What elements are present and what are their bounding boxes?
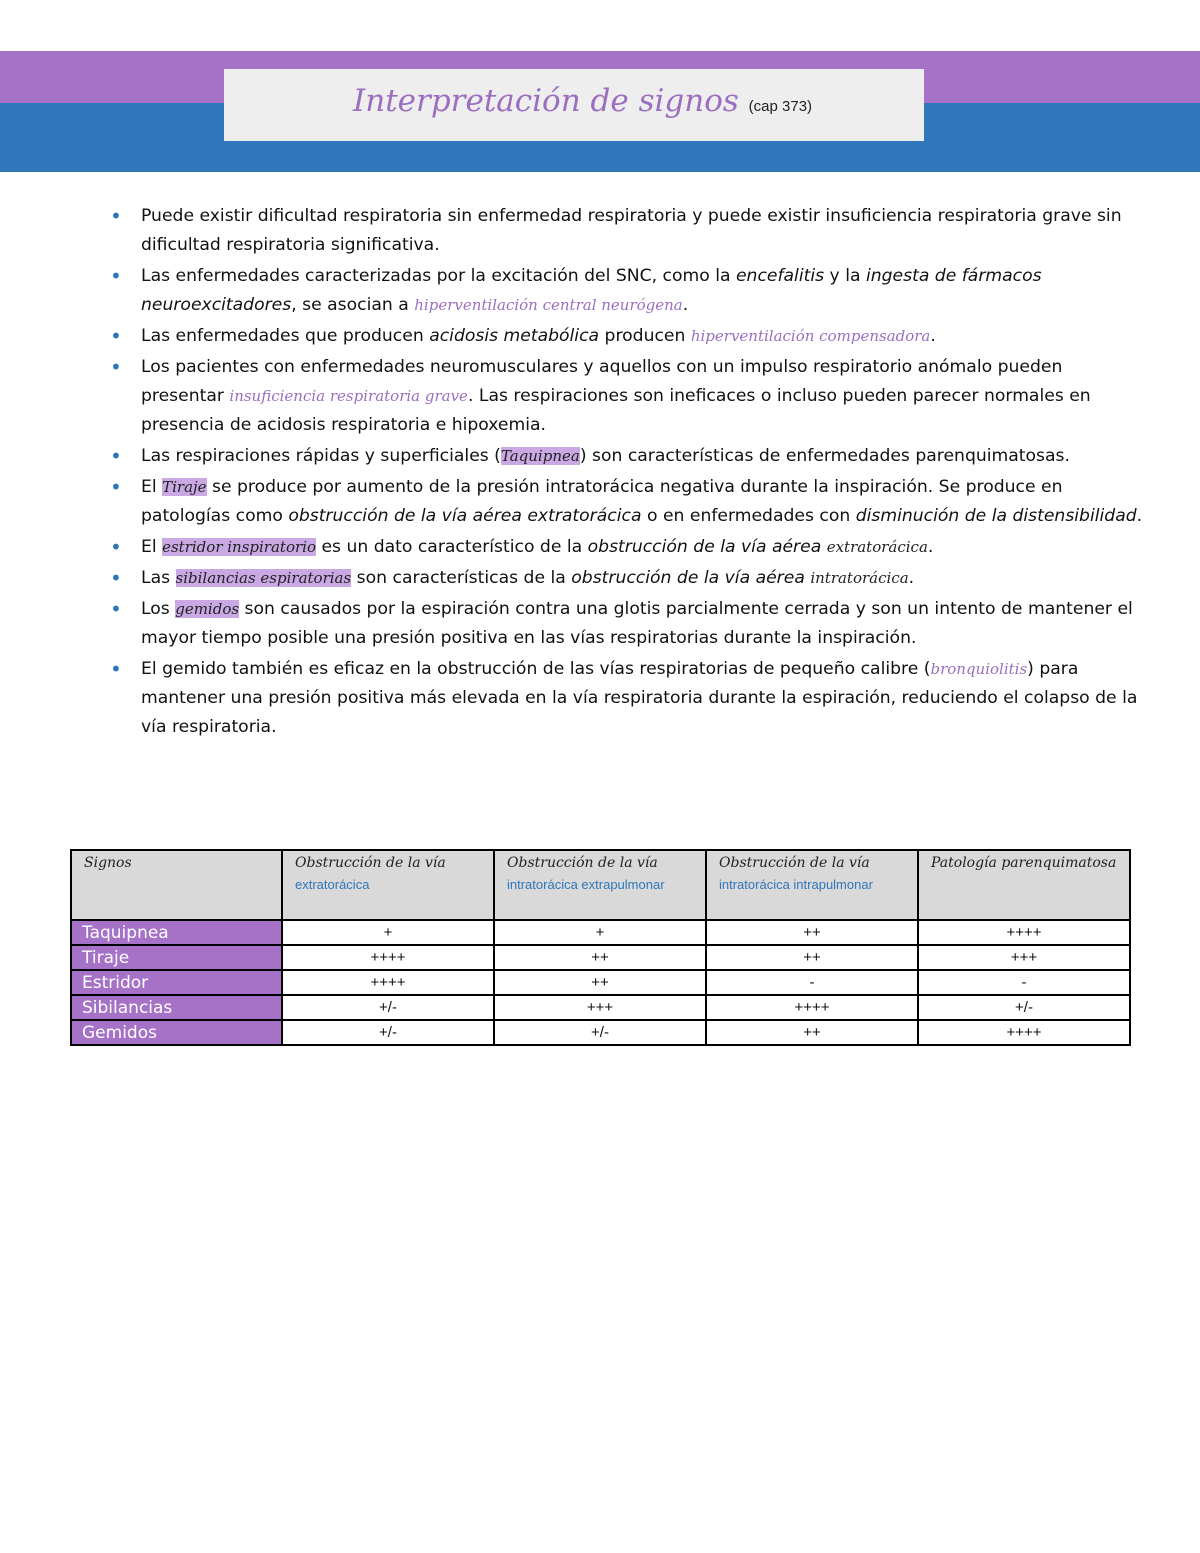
header-cell-extratoracica — [282, 850, 494, 920]
bullet-text: y la — [824, 266, 866, 286]
handwritten-term: intratorácica — [810, 569, 909, 587]
table-cell: ++ — [706, 920, 918, 945]
bullet-item — [104, 564, 1144, 593]
bullet-text: Las enfermedades que producen — [141, 326, 430, 346]
signs-table — [70, 849, 1131, 1046]
bullet-text: . — [927, 537, 934, 557]
bullet-text: se produce por aumento de la presión intratorácica negativa durante la inspiración. Se produce en patologías como — [141, 477, 1063, 526]
table-cell: + — [282, 920, 494, 945]
header-cell-signos — [71, 850, 282, 920]
header-cell-intratoracica-intrapulmonar — [706, 850, 918, 920]
row-label: Estridor — [71, 970, 282, 995]
page-title-text: Interpretación de signos — [353, 83, 739, 119]
table-cell: +/- — [494, 1020, 706, 1045]
bullet-text: . Las respiraciones son ineficaces o incluso pueden parecer normales en presencia de acidosis respiratoria e hipoxemia. — [141, 386, 1091, 435]
italic-term: obstrucción de la vía aérea — [571, 568, 805, 588]
table-cell: ++++ — [918, 1020, 1130, 1045]
bullet-text: Los pacientes con enfermedades neuromusculares y aquellos con un impulso respiratorio anómalo pueden presentar — [141, 357, 1063, 406]
bullet-text: El gemido también es eficaz en la obstrucción de las vías respiratorias de pequeño calibre ( — [141, 659, 931, 679]
bullet-item — [104, 473, 1144, 531]
bullet-text: El — [141, 477, 163, 497]
table-cell: +++ — [494, 995, 706, 1020]
table-cell: +/- — [282, 1020, 494, 1045]
table-row — [71, 945, 1130, 970]
table-cell: ++ — [494, 945, 706, 970]
bullet-list — [104, 202, 1144, 744]
bullet-text: son causados por la espiración contra una glotis parcialmente cerrada y son un intento de mantener el mayor tiempo posible una presión positiva en las vías respiratorias durante la inspiración. — [141, 599, 1133, 648]
bullet-item — [104, 533, 1144, 562]
bullet-text: o en enfermedades con — [641, 506, 856, 526]
page-title — [353, 83, 812, 119]
bullet-text: . — [1136, 506, 1143, 526]
row-label: Gemidos — [71, 1020, 282, 1045]
bullet-text: . — [682, 295, 689, 315]
marked-term: estridor inspiratorio — [162, 538, 316, 556]
table-cell: ++++ — [282, 970, 494, 995]
bullet-text: ) son características de enfermedades parenquimatosas. — [579, 446, 1070, 466]
table-cell: - — [706, 970, 918, 995]
highlighted-term: bronquiolitis — [930, 660, 1028, 678]
italic-term: obstrucción de la vía aérea — [587, 537, 822, 557]
table-row — [71, 970, 1130, 995]
header-cell-intratoracica-extrapulmonar — [494, 850, 706, 920]
table-cell: ++ — [494, 970, 706, 995]
marked-term: Tiraje — [162, 478, 207, 496]
bullet-text: ) para mantener una presión positiva más elevada en la vía respiratoria durante la espiración, reduciendo el colapso de la vía respiratoria. — [141, 659, 1138, 737]
bullet-text: , se asocian a — [291, 295, 415, 315]
marked-term: sibilancias espiratorias — [175, 569, 352, 587]
bullet-item — [104, 655, 1144, 742]
bullet-text: El — [141, 537, 163, 557]
bullet-item — [104, 262, 1144, 320]
bullet-text: Las enfermedades caracterizadas por la excitación del SNC, como la — [141, 266, 736, 286]
header-sub: intratorácica extrapulmonar — [507, 877, 665, 892]
handwritten-term: extratorácica — [826, 538, 928, 556]
marked-term: Taquipnea — [500, 447, 580, 465]
highlighted-term: hiperventilación central neurógena — [414, 296, 683, 314]
bullet-item — [104, 322, 1144, 351]
header-title: Obstrucción de la vía — [719, 855, 870, 871]
italic-term: encefalitis — [735, 266, 825, 286]
bullet-item — [104, 202, 1144, 260]
table-row — [71, 995, 1130, 1020]
table-cell: +/- — [282, 995, 494, 1020]
header-title: Signos — [84, 855, 132, 871]
table-cell: ++++ — [706, 995, 918, 1020]
bullet-text: Las respiraciones rápidas y superficiales ( — [141, 446, 501, 466]
page-subtitle: (cap 373) — [748, 98, 813, 115]
table-cell: +/- — [918, 995, 1130, 1020]
bullet-text: son características de la — [351, 568, 572, 588]
row-label: Tiraje — [71, 945, 282, 970]
row-label: Taquipnea — [71, 920, 282, 945]
table-cell: ++++ — [282, 945, 494, 970]
table-cell: - — [918, 970, 1130, 995]
bullet-item — [104, 595, 1144, 653]
bullet-text: . — [930, 326, 936, 346]
table-cell: + — [494, 920, 706, 945]
header-title: Obstrucción de la vía — [295, 855, 446, 871]
bullet-text: Puede existir dificultad respiratoria sin enfermedad respiratoria y puede existir insuficiencia respiratoria grave sin dificultad respiratoria significativa. — [141, 206, 1122, 255]
table-row — [71, 1020, 1130, 1045]
marked-term: gemidos — [175, 600, 240, 618]
bullet-text: Los — [141, 599, 176, 619]
header-title: Obstrucción de la vía — [507, 855, 658, 871]
header-cell-parenquimatosa — [918, 850, 1130, 920]
bullet-text: Las — [141, 568, 176, 588]
table-header-row — [71, 850, 1130, 920]
bullet-item — [104, 353, 1144, 440]
table-cell: ++++ — [918, 920, 1130, 945]
table-row — [71, 920, 1130, 945]
header-sub: intratorácica intrapulmonar — [719, 877, 873, 892]
highlighted-term: insuficiencia respiratoria grave — [229, 387, 468, 405]
header-title: Patología parenquimatosa — [931, 855, 1117, 871]
italic-term: obstrucción de la vía aérea extratorácica — [288, 506, 642, 526]
italic-term: disminución de la distensibilidad — [855, 506, 1137, 526]
highlighted-term: hiperventilación compensadora — [690, 327, 931, 345]
italic-term: acidosis metabólica — [429, 326, 600, 346]
table-cell: ++ — [706, 945, 918, 970]
italic-term: ingesta de fármacos neuroexcitadores — [141, 266, 1042, 315]
bullet-text: . — [908, 568, 915, 588]
bullet-text: producen — [599, 326, 691, 346]
bullet-item — [104, 442, 1144, 471]
table-cell: +++ — [918, 945, 1130, 970]
row-label: Sibilancias — [71, 995, 282, 1020]
header-sub: extratorácica — [295, 877, 370, 892]
bullet-text: es un dato característico de la — [315, 537, 588, 557]
table-body — [71, 920, 1130, 1045]
table-cell: ++ — [706, 1020, 918, 1045]
